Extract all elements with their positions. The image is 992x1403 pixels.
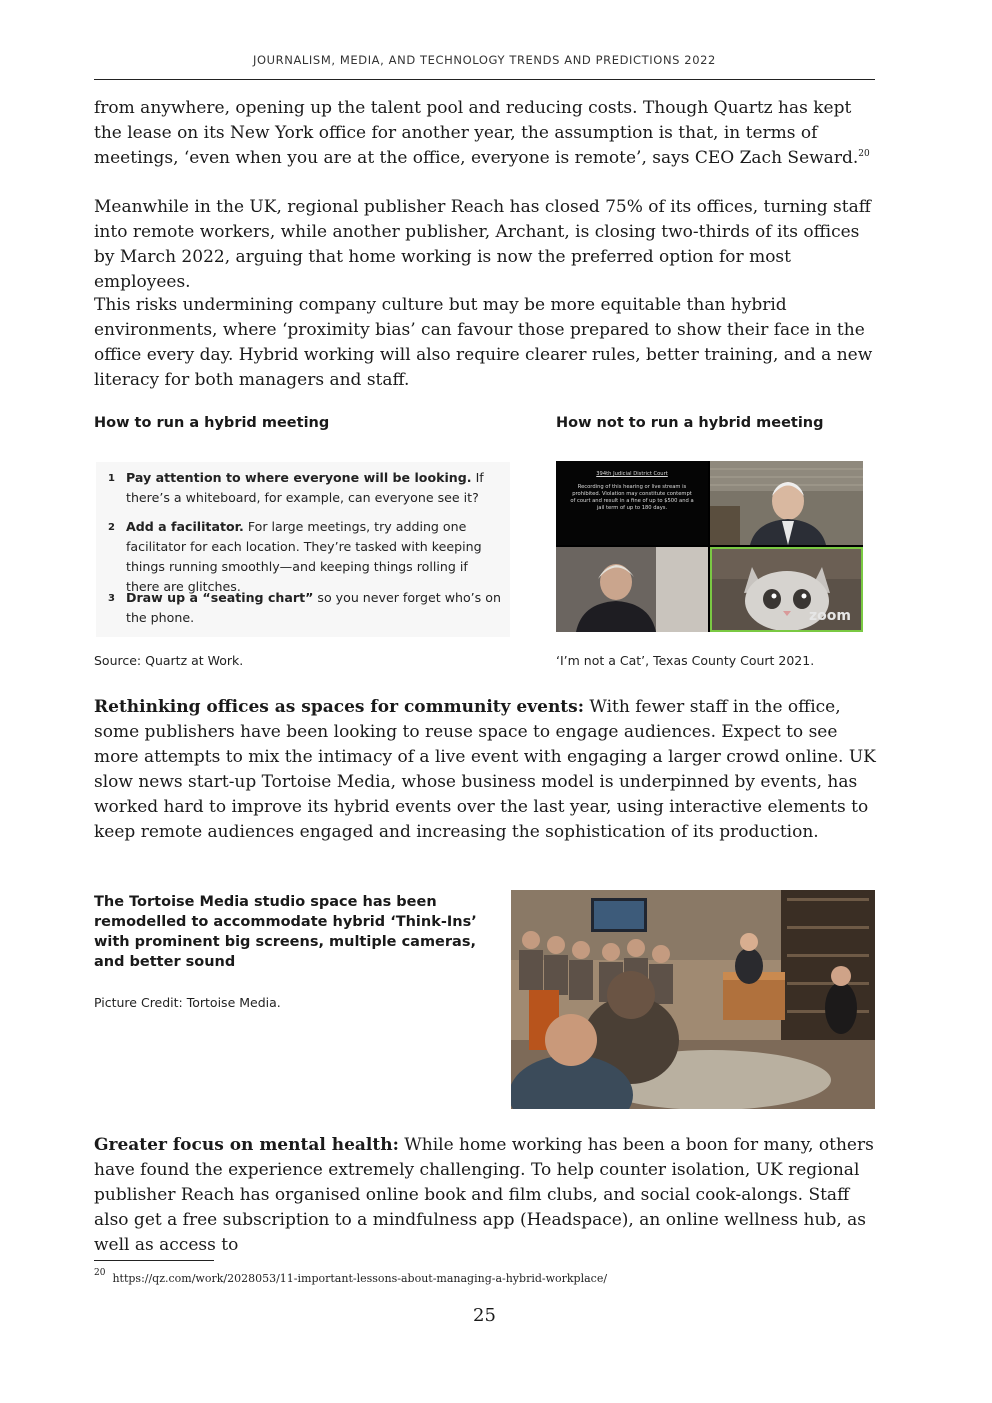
- judge-tile: [710, 461, 863, 545]
- lawyer-tile: [556, 547, 708, 632]
- court-title: 394th Judicial District Court: [596, 471, 668, 477]
- judge-image: [710, 461, 863, 545]
- figure-title-hybrid-meeting: How to run a hybrid meeting: [94, 415, 330, 431]
- page-number: 25: [473, 1305, 496, 1326]
- list-item-bold: Add a facilitator.: [126, 519, 244, 534]
- zoom-call-image: [556, 461, 863, 632]
- paragraph-reach: Meanwhile in the UK, regional publisher Reach has closed 75% of its offices, turning staff into remote workers, while another publisher, Archant, is closing two-thirds of its offices by March 2022, arguing that home working is now the preferred option for most employees.: [94, 197, 871, 292]
- list-item-number: 2: [108, 522, 115, 533]
- list-item-bold: Pay attention to where everyone will be looking.: [126, 470, 472, 485]
- list-item-number: 1: [108, 473, 115, 484]
- court-notice-tile: [556, 461, 708, 545]
- figure-caption-source: Source: Quartz at Work.: [94, 653, 244, 668]
- paragraph-quartz-text: from anywhere, opening up the talent pool and reducing costs. Though Quartz has kept the lease on its New York office for another year, the assumption is that, in terms of meetings, ‘even when you are at the office, everyone is remote’, says CEO Zach Seward.: [94, 98, 859, 168]
- paragraph-community-events-text: With fewer staff in the office, some publishers have been looking to reuse space to engage audiences. Expect to see more attempts to mix the intimacy of a live event with engaging a larger crowd online. UK slow news start-up Tortoise Media, whose business model is underpinned by events, has worked hard to improve its hybrid events over the last year, using interactive elements to keep remote audiences engaged and increasing the sophistication of its production.: [94, 697, 876, 842]
- footnote: [94, 1268, 608, 1285]
- list-item-body: For large meetings, try adding one facilitator for each location. They’re tasked with keeping things running smoothly—and keeping things rolling if there are glitches.: [126, 519, 482, 594]
- list-item-text: [126, 588, 504, 628]
- tortoise-studio-photo: [511, 890, 875, 1109]
- list-item-text: [126, 468, 504, 508]
- running-header: JOURNALISM, MEDIA, AND TECHNOLOGY TRENDS AND PREDICTIONS 2022: [253, 53, 716, 67]
- footnote-rule: [94, 1260, 214, 1261]
- lead-in-mental-health: Greater focus on mental health:: [94, 1135, 399, 1155]
- figure-title-tortoise: The Tortoise Media studio space has been remodelled to accommodate hybrid ‘Think-Ins’ with prominent big screens, multiple cameras, and better sound: [94, 894, 477, 970]
- paragraph-culture: This risks undermining company culture but may be more equitable than hybrid environments, where ‘proximity bias’ can favour those prepared to show their face in the office every day. Hybrid working will also require clearer rules, better training, and a new literacy for both managers and staff.: [94, 295, 873, 390]
- paragraph-mental-health: [94, 1133, 884, 1258]
- footnote-number: 20: [94, 1268, 106, 1278]
- header-rule: [94, 79, 875, 80]
- court-notice-text: Recording of this hearing or live stream is prohibited. Violation may constitute contempt of court and result in a fine of up to $500 and a jail term of up to 180 days.: [570, 484, 694, 511]
- footnote-url[interactable]: https://qz.com/work/2028053/11-important-lessons-about-managing-a-hybrid-workplace/: [112, 1272, 608, 1285]
- list-item-body: If there’s a whiteboard, for example, can everyone see it?: [126, 470, 484, 505]
- paragraph-community-events: [94, 695, 884, 845]
- paragraph-mental-health-text: While home working has been a boon for many, others have found the experience extremely challenging. To help counter isolation, UK regional publisher Reach has organised online book and film clubs, and social cook-alongs. Staff also get a free subscription to a mindfulness app (Headspace), an online wellness hub, as well as access to: [94, 1135, 874, 1255]
- cat-filter-tile: [710, 547, 863, 632]
- figure-title-not-hybrid-meeting: How not to run a hybrid meeting: [556, 415, 824, 431]
- list-item-number: 3: [108, 593, 115, 604]
- lead-in-community-events: Rethinking offices as spaces for community events:: [94, 697, 585, 717]
- list-item-bold: Draw up a “seating chart”: [126, 590, 314, 605]
- figure-caption-tortoise: Picture Credit: Tortoise Media.: [94, 995, 281, 1010]
- paragraph-quartz: [94, 96, 884, 171]
- tortoise-studio-image: [511, 890, 875, 1109]
- list-item-body: so you never forget who’s on the phone.: [126, 590, 501, 625]
- figure-caption-cat: ‘I’m not a Cat’, Texas County Court 2021.: [556, 653, 815, 668]
- hybrid-tips-image: [96, 462, 510, 637]
- zoom-logo: zoom: [809, 608, 851, 624]
- lawyer-image: [556, 547, 708, 632]
- list-item-text: [126, 517, 504, 597]
- footnote-ref[interactable]: 20: [858, 149, 870, 159]
